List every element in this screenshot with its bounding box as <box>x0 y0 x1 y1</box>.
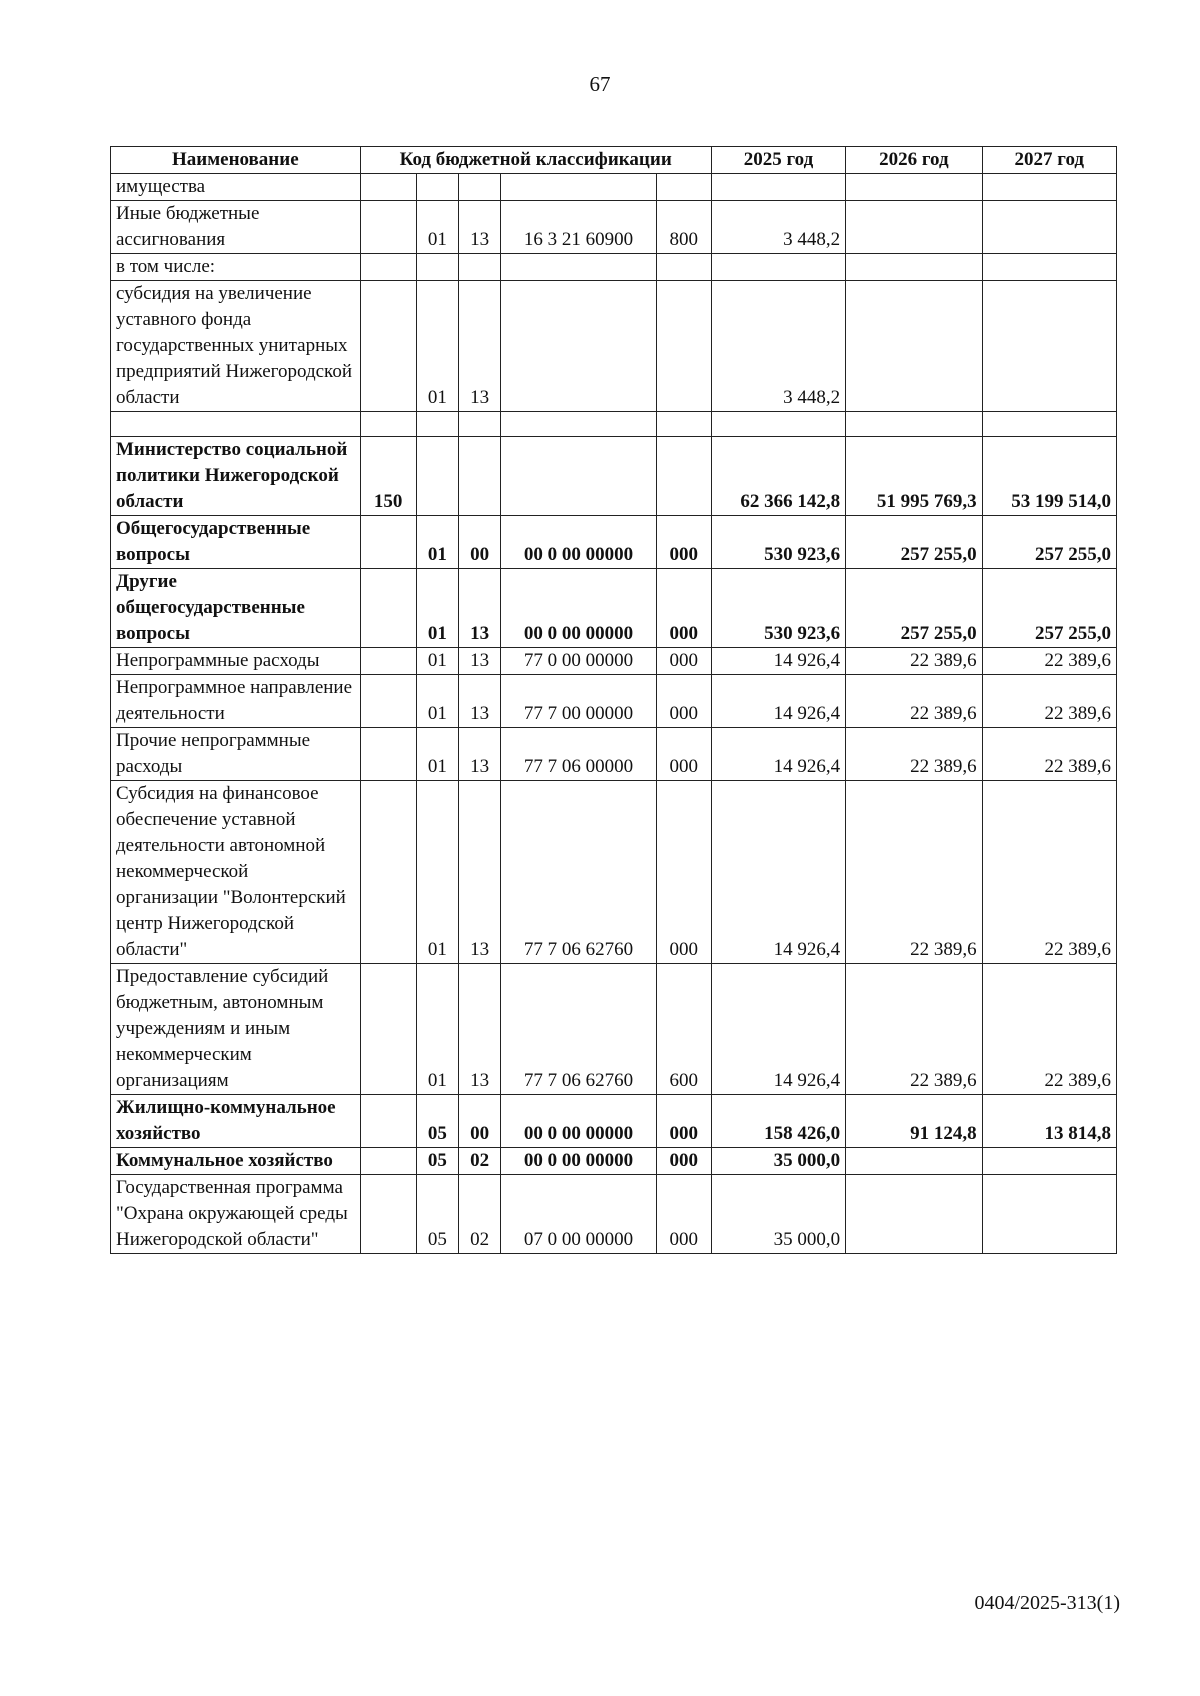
header-row <box>111 147 1117 174</box>
cell-rz <box>416 437 458 516</box>
cell-csr: 16 3 21 60900 <box>501 201 656 254</box>
cell-v2027 <box>982 1148 1116 1175</box>
cell-vedom <box>360 516 416 569</box>
table-row <box>111 201 1117 254</box>
cell-name: Министерство социальной политики Нижегородской области <box>111 437 361 516</box>
cell-vedom <box>360 675 416 728</box>
cell-vedom <box>360 1095 416 1148</box>
cell-v2026 <box>846 281 982 412</box>
cell-vr <box>656 281 711 412</box>
table-row <box>111 648 1117 675</box>
table-row <box>111 516 1117 569</box>
cell-csr: 00 0 00 00000 <box>501 569 656 648</box>
cell-v2026: 22 389,6 <box>846 964 982 1095</box>
cell-v2027: 257 255,0 <box>982 516 1116 569</box>
cell-csr <box>501 412 656 437</box>
cell-csr: 00 0 00 00000 <box>501 1095 656 1148</box>
cell-rz: 05 <box>416 1095 458 1148</box>
cell-rz: 01 <box>416 648 458 675</box>
cell-v2027: 53 199 514,0 <box>982 437 1116 516</box>
cell-rz: 05 <box>416 1148 458 1175</box>
cell-csr: 77 0 00 00000 <box>501 648 656 675</box>
cell-vedom <box>360 781 416 964</box>
table-row <box>111 437 1117 516</box>
cell-v2027 <box>982 174 1116 201</box>
cell-vr: 000 <box>656 675 711 728</box>
cell-v2026: 257 255,0 <box>846 569 982 648</box>
cell-rz: 01 <box>416 201 458 254</box>
cell-vr: 600 <box>656 964 711 1095</box>
cell-v2025: 530 923,6 <box>711 569 845 648</box>
cell-v2027 <box>982 281 1116 412</box>
cell-vr <box>656 174 711 201</box>
cell-v2026 <box>846 201 982 254</box>
cell-rz: 01 <box>416 964 458 1095</box>
cell-vr: 000 <box>656 728 711 781</box>
cell-pr: 13 <box>458 281 500 412</box>
header-code: Код бюджетной классификации <box>360 147 711 174</box>
header-2026: 2026 год <box>846 147 982 174</box>
cell-csr: 07 0 00 00000 <box>501 1175 656 1254</box>
cell-vedom <box>360 964 416 1095</box>
cell-name: Коммунальное хозяйство <box>111 1148 361 1175</box>
cell-v2026: 51 995 769,3 <box>846 437 982 516</box>
cell-pr: 13 <box>458 728 500 781</box>
cell-name: Жилищно-коммунальное хозяйство <box>111 1095 361 1148</box>
cell-vedom: 150 <box>360 437 416 516</box>
cell-name: Общегосударственные вопросы <box>111 516 361 569</box>
cell-name <box>111 412 361 437</box>
cell-pr: 02 <box>458 1148 500 1175</box>
cell-v2025: 14 926,4 <box>711 964 845 1095</box>
cell-vedom <box>360 254 416 281</box>
cell-vr: 000 <box>656 1175 711 1254</box>
table-row <box>111 1148 1117 1175</box>
cell-name: Государственная программа "Охрана окружающей среды Нижегородской области" <box>111 1175 361 1254</box>
cell-pr <box>458 412 500 437</box>
cell-rz: 01 <box>416 781 458 964</box>
cell-v2025: 3 448,2 <box>711 281 845 412</box>
cell-vedom <box>360 728 416 781</box>
header-2027: 2027 год <box>982 147 1116 174</box>
cell-v2026 <box>846 1175 982 1254</box>
header-name: Наименование <box>111 147 361 174</box>
cell-vedom <box>360 281 416 412</box>
cell-pr: 02 <box>458 1175 500 1254</box>
cell-rz: 01 <box>416 675 458 728</box>
cell-v2026 <box>846 412 982 437</box>
cell-v2027: 22 389,6 <box>982 675 1116 728</box>
cell-v2026 <box>846 1148 982 1175</box>
cell-rz: 01 <box>416 569 458 648</box>
cell-vedom <box>360 412 416 437</box>
cell-csr: 77 7 06 00000 <box>501 728 656 781</box>
cell-v2025 <box>711 174 845 201</box>
cell-vedom <box>360 648 416 675</box>
table-row <box>111 174 1117 201</box>
cell-v2026: 22 389,6 <box>846 728 982 781</box>
cell-v2027: 22 389,6 <box>982 728 1116 781</box>
cell-v2026: 91 124,8 <box>846 1095 982 1148</box>
cell-csr <box>501 254 656 281</box>
cell-pr: 00 <box>458 516 500 569</box>
cell-name: Предоставление субсидий бюджетным, автономным учреждениям и иным некоммерческим организациям <box>111 964 361 1095</box>
cell-v2027: 22 389,6 <box>982 781 1116 964</box>
cell-v2025 <box>711 254 845 281</box>
cell-v2027: 22 389,6 <box>982 648 1116 675</box>
cell-name: Другие общегосударственные вопросы <box>111 569 361 648</box>
cell-v2026 <box>846 174 982 201</box>
cell-vr <box>656 412 711 437</box>
table-row <box>111 281 1117 412</box>
cell-pr <box>458 174 500 201</box>
cell-csr: 77 7 06 62760 <box>501 781 656 964</box>
cell-v2025: 35 000,0 <box>711 1148 845 1175</box>
table-row <box>111 781 1117 964</box>
cell-vr <box>656 437 711 516</box>
cell-v2025: 14 926,4 <box>711 648 845 675</box>
cell-v2027: 22 389,6 <box>982 964 1116 1095</box>
budget-table-body <box>111 174 1117 1254</box>
cell-vr: 800 <box>656 201 711 254</box>
cell-pr <box>458 437 500 516</box>
header-2025: 2025 год <box>711 147 845 174</box>
cell-vedom <box>360 201 416 254</box>
cell-pr <box>458 254 500 281</box>
cell-v2026: 22 389,6 <box>846 781 982 964</box>
cell-vedom <box>360 1175 416 1254</box>
table-row <box>111 1175 1117 1254</box>
cell-name: в том числе: <box>111 254 361 281</box>
cell-vedom <box>360 569 416 648</box>
cell-vr <box>656 254 711 281</box>
cell-v2027 <box>982 412 1116 437</box>
cell-vr: 000 <box>656 1148 711 1175</box>
cell-rz: 05 <box>416 1175 458 1254</box>
cell-pr: 13 <box>458 201 500 254</box>
cell-csr: 00 0 00 00000 <box>501 1148 656 1175</box>
cell-pr: 13 <box>458 675 500 728</box>
cell-rz <box>416 174 458 201</box>
table-row <box>111 254 1117 281</box>
document-code: 0404/2025-313(1) <box>974 1592 1120 1614</box>
cell-v2027 <box>982 254 1116 281</box>
budget-table <box>110 146 1117 1254</box>
cell-rz: 01 <box>416 281 458 412</box>
cell-csr <box>501 281 656 412</box>
cell-v2025: 14 926,4 <box>711 781 845 964</box>
table-row <box>111 964 1117 1095</box>
cell-vr: 000 <box>656 1095 711 1148</box>
cell-v2025: 62 366 142,8 <box>711 437 845 516</box>
cell-vedom <box>360 1148 416 1175</box>
cell-csr: 77 7 00 00000 <box>501 675 656 728</box>
cell-v2027: 257 255,0 <box>982 569 1116 648</box>
cell-v2025 <box>711 412 845 437</box>
cell-v2026 <box>846 254 982 281</box>
cell-name: Непрограммное направление деятельности <box>111 675 361 728</box>
cell-csr <box>501 437 656 516</box>
cell-rz <box>416 412 458 437</box>
cell-pr: 13 <box>458 781 500 964</box>
cell-v2026: 22 389,6 <box>846 675 982 728</box>
cell-v2025: 14 926,4 <box>711 675 845 728</box>
table-row <box>111 675 1117 728</box>
cell-pr: 13 <box>458 648 500 675</box>
cell-v2025: 158 426,0 <box>711 1095 845 1148</box>
table-row <box>111 412 1117 437</box>
cell-v2025: 14 926,4 <box>711 728 845 781</box>
cell-csr: 00 0 00 00000 <box>501 516 656 569</box>
cell-vr: 000 <box>656 781 711 964</box>
cell-v2027: 13 814,8 <box>982 1095 1116 1148</box>
cell-csr: 77 7 06 62760 <box>501 964 656 1095</box>
cell-vedom <box>360 174 416 201</box>
cell-pr: 00 <box>458 1095 500 1148</box>
cell-v2026: 257 255,0 <box>846 516 982 569</box>
cell-rz <box>416 254 458 281</box>
cell-csr <box>501 174 656 201</box>
table-row <box>111 728 1117 781</box>
cell-v2027 <box>982 1175 1116 1254</box>
cell-name: имущества <box>111 174 361 201</box>
cell-name: Субсидия на финансовое обеспечение уставной деятельности автономной некоммерческой организации "Волонтерский центр Нижегородской области" <box>111 781 361 964</box>
cell-v2025: 35 000,0 <box>711 1175 845 1254</box>
cell-v2025: 3 448,2 <box>711 201 845 254</box>
cell-rz: 01 <box>416 516 458 569</box>
cell-v2026: 22 389,6 <box>846 648 982 675</box>
cell-pr: 13 <box>458 964 500 1095</box>
table-row <box>111 1095 1117 1148</box>
table-row <box>111 569 1117 648</box>
page-number: 67 <box>589 72 611 96</box>
cell-name: Непрограммные расходы <box>111 648 361 675</box>
cell-vr: 000 <box>656 569 711 648</box>
cell-name: Прочие непрограммные расходы <box>111 728 361 781</box>
cell-rz: 01 <box>416 728 458 781</box>
cell-name: субсидия на увеличение уставного фонда государственных унитарных предприятий Нижегородской области <box>111 281 361 412</box>
cell-vr: 000 <box>656 516 711 569</box>
cell-pr: 13 <box>458 569 500 648</box>
cell-v2025: 530 923,6 <box>711 516 845 569</box>
cell-v2027 <box>982 201 1116 254</box>
cell-vr: 000 <box>656 648 711 675</box>
cell-name: Иные бюджетные ассигнования <box>111 201 361 254</box>
